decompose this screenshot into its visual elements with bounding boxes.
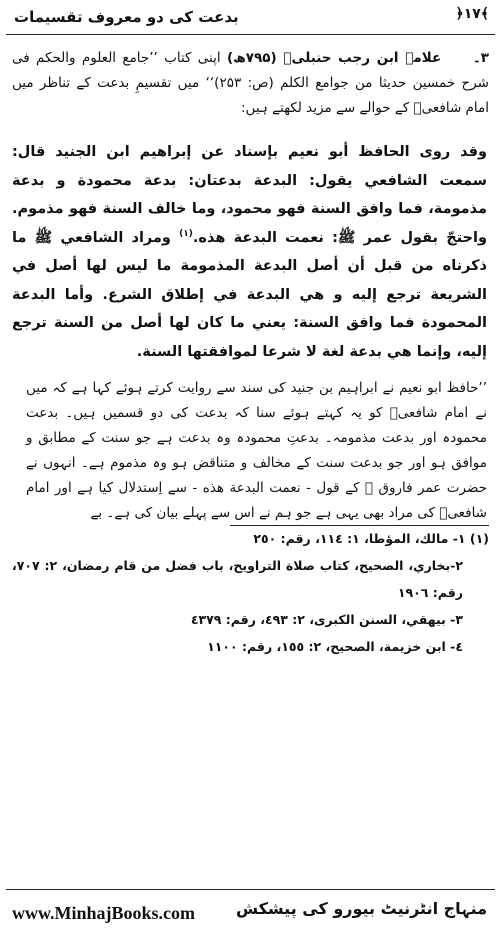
footnote-3: ٣- بيهقي، السنن الكبرى، ٢: ٤٩٣، رقم: ٤٣٧٩ (190, 612, 463, 627)
header-rule (6, 34, 495, 35)
website-link[interactable]: www.MinhajBooks.com (12, 903, 196, 923)
page-footer (10, 893, 491, 935)
running-title: بدعت کی دو معروف تقسیمات (14, 8, 239, 26)
footer-rule (6, 889, 495, 890)
footnote-4: ٤- ابن خزيمة، الصحيح، ٢: ١٥٥، رقم: ١١٠٠ (207, 639, 463, 654)
intro-text: اپنی کتاب ’’جامع العلوم والحکم فی شرح خمسین حدیثا من جوامع الکلم (ص: ۲۵۳)‘‘ میں تقسیمِ بدعت کے تناظر میں امام شافعیؒ کے حوالے سے مزید لکھتے ہیں: (12, 50, 489, 116)
arabic-quote-part-2: ومراد الشافعي ﷺ ما ذكرناه من قبل أن أصل البدعة المذمومة ما ليس لها أصل في الشريعة ترجع إليه و هي البدعة في إطلاق الشرع. وأما البدعة المحمودة فما وافق السنة: يعني ما كان لها أصل من السنة ترجع إليه، وإنما هي بدعة لغة لا شرعا لموافقتها السنة. (12, 229, 487, 360)
author-name: علامہ ابن رجب حنبلیؒ (۷۹۵ھ) (226, 50, 442, 66)
intro-paragraph (12, 46, 489, 121)
translation-text: ’’حافظ ابو نعیم نے ابراہیم بن جنید کی سند سے روایت کرتے ہوئے کہا ہے کہ میں نے امام شافعیؒ کو یہ کہتے ہوئے سنا کہ بدعت کی دو قسمیں ہیں۔ بدعت محمودہ اور بدعت مذمومہ۔ بدعتِ محمودہ وہ بدعت ہے جو سنت کے مطابق و موافق ہو اور جو بدعت سنت کے مخالف و متناقض ہو وہ مذموم ہے۔ انہوں نے حضرت عمر فاروق ﷺ کے قول - نعمت البدعة هذه - سے اِستدلال کیا ہے اور امام شافعیؒ کی مراد بھی یہی ہے جو ہم نے اس سے پہلے بیان کی ہے۔ بے (26, 380, 487, 521)
footnote-2: ٢-بخاري، الصحيح، كتاب صلاة التراويح، باب فضل من قام رمضان، ٢: ٧٠٧، رقم: ١٩٠٦ (12, 558, 463, 600)
footnotes (12, 525, 489, 660)
footnote-1: (١) ١- مالك، المؤطا، ١: ١١٤، رقم: ٢٥٠ (253, 531, 489, 546)
arabic-quotation (12, 138, 487, 366)
page-header (8, 4, 493, 38)
urdu-translation (26, 376, 487, 526)
publisher-credit: منہاج انٹرنیٹ بیورو کی پیشکش (235, 899, 487, 918)
page-number: ﴾۱۷﴿ (455, 6, 489, 22)
arabic-quote-part-1: وقد روى الحافظ أبو نعيم بإسناد عن إبراهيم ابن الجنيد قال: سمعت الشافعي يقول: البدعة بدعتان: بدعة محمودة و بدعة مذمومة، فما وافق السنة فهو محمود، وما خالف السنة فهو مذموم. واحتجّ بقول عمر ﷺ: نعمت البدعة هذه. (12, 144, 487, 246)
footnote-marker: (١) (179, 228, 193, 239)
paragraph-number: ٣۔ (472, 50, 490, 66)
